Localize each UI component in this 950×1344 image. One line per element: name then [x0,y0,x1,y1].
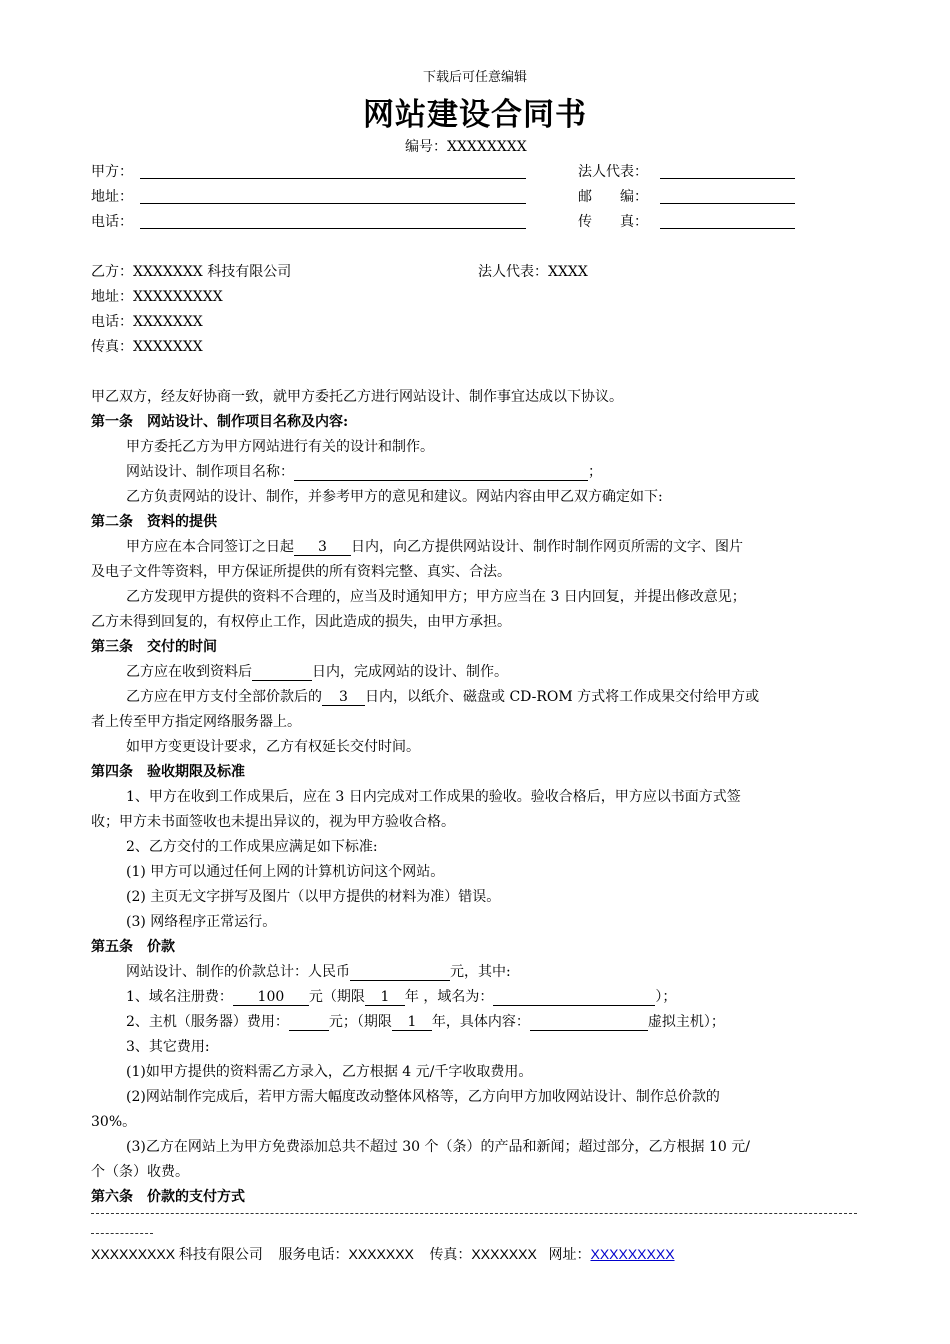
total-price-end: 元，其中: [450,964,511,980]
article-1-p3: 乙方负责网站的设计、制作，并参考甲方的意见和建议。网站内容由甲乙双方确定如下: [126,489,663,505]
article-3-p2-cont: 者上传至甲方指定网络服务器上。 [91,714,301,730]
footer-site-label: 网址： [548,1246,591,1262]
article-5-heading: 第五条 价款 [91,939,175,955]
article-4-p2: 2、乙方交付的工作成果应满足如下标准: [126,839,378,855]
article-4-p1-cont: 收；甲方未书面签收也未提出异议的，视为甲方验收合格。 [91,814,455,830]
article-3-p2-a: 乙方应在甲方支付全部价款后的 [126,689,322,705]
party-a-address-label: 地址： [91,189,133,205]
article-1-heading: 第一条 网站设计、制作项目名称及内容: [91,414,349,430]
party-a-postal-blank [660,203,795,204]
party-a-legal-rep-blank [660,178,795,179]
party-b-phone: 电话：XXXXXXX [91,314,203,330]
completion-days-blank [252,665,312,681]
party-a-address-blank [140,203,526,204]
article-4-p1: 1、甲方在收到工作成果后，应在 3 日内完成对工作成果的验收。验收合格后，甲方应以书面方式签 [126,789,741,805]
footer-divider-tail [91,1233,153,1234]
host-fee-end: 虚拟主机）； [647,1014,725,1030]
domain-term-value: 1 [365,990,405,1006]
party-b-name: 乙方：XXXXXXX 科技有限公司 [91,264,292,280]
other-fees-label: 3、其它费用: [126,1039,210,1055]
party-a-phone-blank [140,228,526,229]
article-3-heading: 第三条 交付的时间 [91,639,217,655]
party-b-address: 地址：XXXXXXXXX [91,289,223,305]
host-fee-line [126,1011,725,1031]
host-term-label: 元；（期限 [328,1014,392,1030]
delivery-days-blank: 3 [322,690,365,706]
article-2-p2-cont: 乙方未得到回复的，有权停止工作，因此造成的损失，由甲方承担。 [91,614,511,630]
article-3-p1-b: 日内，完成网站的设计、制作。 [312,664,508,680]
footer-service-phone: 服务电话：XXXXXXX [278,1246,414,1262]
article-1-p1: 甲方委托乙方为甲方网站进行有关的设计和制作。 [126,439,434,455]
domain-fee-line [126,986,676,1006]
domain-name-blank [493,990,655,1006]
article-2-p2: 乙方发现甲方提供的资料不合理的，应当及时通知甲方；甲方应当在 3 日内回复，并提出修改意见； [126,589,746,605]
project-name-blank [294,465,588,481]
article-4-heading: 第四条 验收期限及标准 [91,764,245,780]
article-3-p2 [126,686,759,706]
party-b-fax: 传真：XXXXXXX [91,339,203,355]
total-price-label: 网站设计、制作的价款总计：人民币 [126,964,350,980]
material-days-blank: 3 [294,540,351,556]
host-term-value: 1 [392,1015,432,1031]
contract-number [405,136,527,156]
domain-fee-value: 100 [233,990,309,1006]
article-3-p3: 如甲方变更设计要求，乙方有权延长交付时间。 [126,739,420,755]
article-4-item-1: (1) 甲方可以通过任何上网的计算机访问这个网站。 [126,864,445,880]
article-3-p1 [126,661,508,681]
article-2-p1-a: 甲方应在本合同签订之日起 [126,539,294,555]
domain-name-label: 年 ，域名为： [404,989,494,1005]
host-fee-label: 2、主机（服务器）费用： [126,1014,289,1030]
article-1-p2 [126,461,602,481]
host-content-blank [530,1015,648,1031]
article-3-p2-b: 日内，以纸介、磁盘或 CD-ROM 方式将工作成果交付给甲方或 [365,689,760,705]
project-name-label: 网站设计、制作项目名称： [126,464,294,480]
domain-term-label: 元（期限 [308,989,365,1005]
total-price-blank [350,965,450,981]
host-fee-blank [289,1015,329,1031]
domain-fee-end: ）； [655,989,677,1005]
article-4-item-2: (2) 主页无文字拼写及图片（以甲方提供的材料为准）错误。 [126,889,501,905]
footer-company: XXXXXXXXX 科技有限公司 [91,1246,263,1262]
contract-number-value: XXXXXXXX [447,139,527,155]
article-2-heading: 第二条 资料的提供 [91,514,217,530]
footer [91,1244,675,1264]
footer-site-link[interactable]: XXXXXXXXX [590,1246,675,1262]
party-a-phone-label: 电话： [91,214,133,230]
party-a-postal-label: 邮 编： [578,189,648,205]
project-name-end: ； [588,464,602,480]
party-a-blank [140,178,526,179]
article-2-p1 [126,536,743,556]
party-b-legal-rep: 法人代表：XXXX [478,264,588,280]
download-note: 下载后可任意编辑 [422,70,527,85]
contract-number-label: 编号： [405,139,447,155]
footer-fax: 传真：XXXXXXX [429,1246,537,1262]
party-a-fax-label: 传 真： [578,214,648,230]
party-a-legal-rep-label: 法人代表： [578,164,648,180]
article-5-total [126,961,511,981]
domain-fee-label: 1、域名注册费： [126,989,233,1005]
other-fee-3: (3)乙方在网站上为甲方免费添加总共不超过 30 个（条）的产品和新闻；超过部分，乙方根据 10 元/ [126,1139,750,1155]
article-3-p1-a: 乙方应在收到资料后 [126,664,252,680]
other-fee-3-cont: 个（条）收费。 [91,1164,189,1180]
footer-divider [91,1213,857,1214]
other-fee-2-cont: 30%。 [91,1114,137,1130]
article-2-p1-cont: 及电子文件等资料，甲方保证所提供的所有资料完整、真实、合法。 [91,564,511,580]
party-a-label: 甲方： [91,164,133,180]
party-a-fax-blank [660,228,795,229]
article-4-item-3: (3) 网络程序正常运行。 [126,914,277,930]
host-content-label: 年，具体内容： [431,1014,530,1030]
other-fee-2: (2)网站制作完成后，若甲方需大幅度改动整体风格等，乙方向甲方加收网站设计、制作总价款的 [126,1089,720,1105]
article-6-heading: 第六条 价款的支付方式 [91,1189,245,1205]
document-title: 网站建设合同书 [363,97,587,133]
article-2-p1-b: 日内，向乙方提供网站设计、制作时制作网页所需的文字、图片 [351,539,743,555]
other-fee-1: (1)如甲方提供的资料需乙方录入，乙方根据 4 元/千字收取费用。 [126,1064,533,1080]
intro-paragraph: 甲乙双方，经友好协商一致，就甲方委托乙方进行网站设计、制作事宜达成以下协议。 [91,389,623,405]
